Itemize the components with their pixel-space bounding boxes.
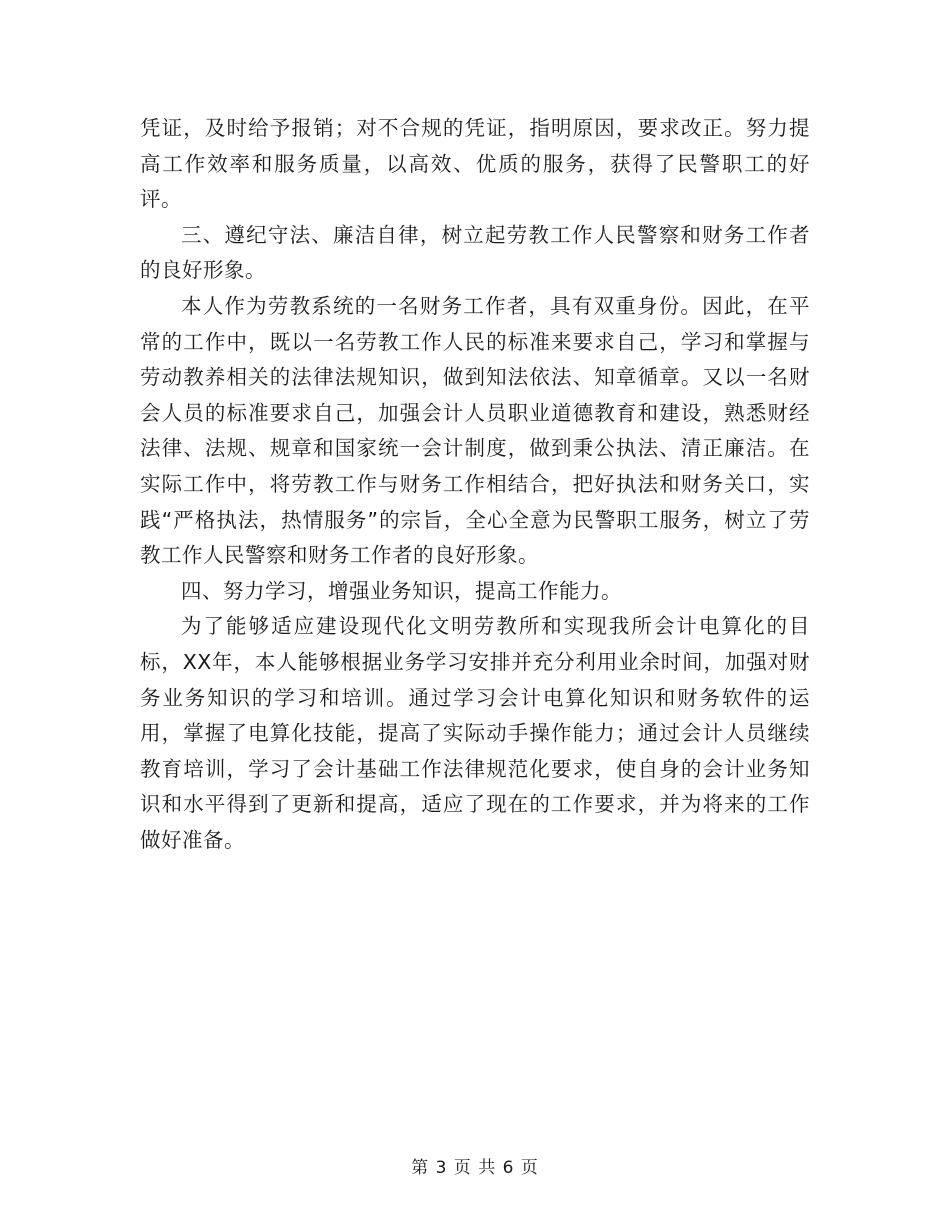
paragraph-study-training: 为了能够适应建设现代化文明劳教所和实现我所会计电算化的目标，XX年，本人能够根据业务学习安排并充分利用业余时间，加强对财务业务知识的学习和培训。通过学习会计电算化知识和财务软件的运用，掌握了电算化技能，提高了实际动手操作能力；通过会计人员继续教育培训，学习了会计基础工作法律规范化要求，使自身的会计业务知识和水平得到了更新和提高，适应了现在的工作要求，并为将来的工作做好准备。 (140, 614, 810, 852)
paragraph-continuation: 凭证，及时给予报销；对不合规的凭证，指明原因，要求改正。努力提高工作效率和服务质量，以高效、优质的服务，获得了民警职工的好评。 (140, 116, 810, 212)
document-body (140, 111, 810, 858)
section-heading-four: 四、努力学习，增强业务知识，提高工作能力。 (181, 578, 622, 603)
paragraph-dual-identity: 本人作为劳教系统的一名财务工作者，具有双重身份。因此，在平常的工作中，既以一名劳教工作人民的标准来要求自己，学习和掌握与劳动教养相关的法律法规知识，做到知法依法、知章循章。又以一名财会人员的标准要求自己，加强会计人员职业道德教育和建设，熟悉财经法律、法规、规章和国家统一会计制度，做到秉公执法、清正廉洁。在实际工作中，将劳教工作与财务工作相结合，把好执法和财务关口，实践“严格执法，热情服务”的宗旨，全心全意为民警职工服务，树立了劳教工作人民警察和财务工作者的良好形象。 (140, 293, 810, 568)
section-heading-three: 三、遵纪守法、廉洁自律，树立起劳教工作人民警察和财务工作者的良好形象。 (140, 222, 810, 283)
page-number-footer: 第 3 页 共 6 页 (411, 1158, 539, 1178)
